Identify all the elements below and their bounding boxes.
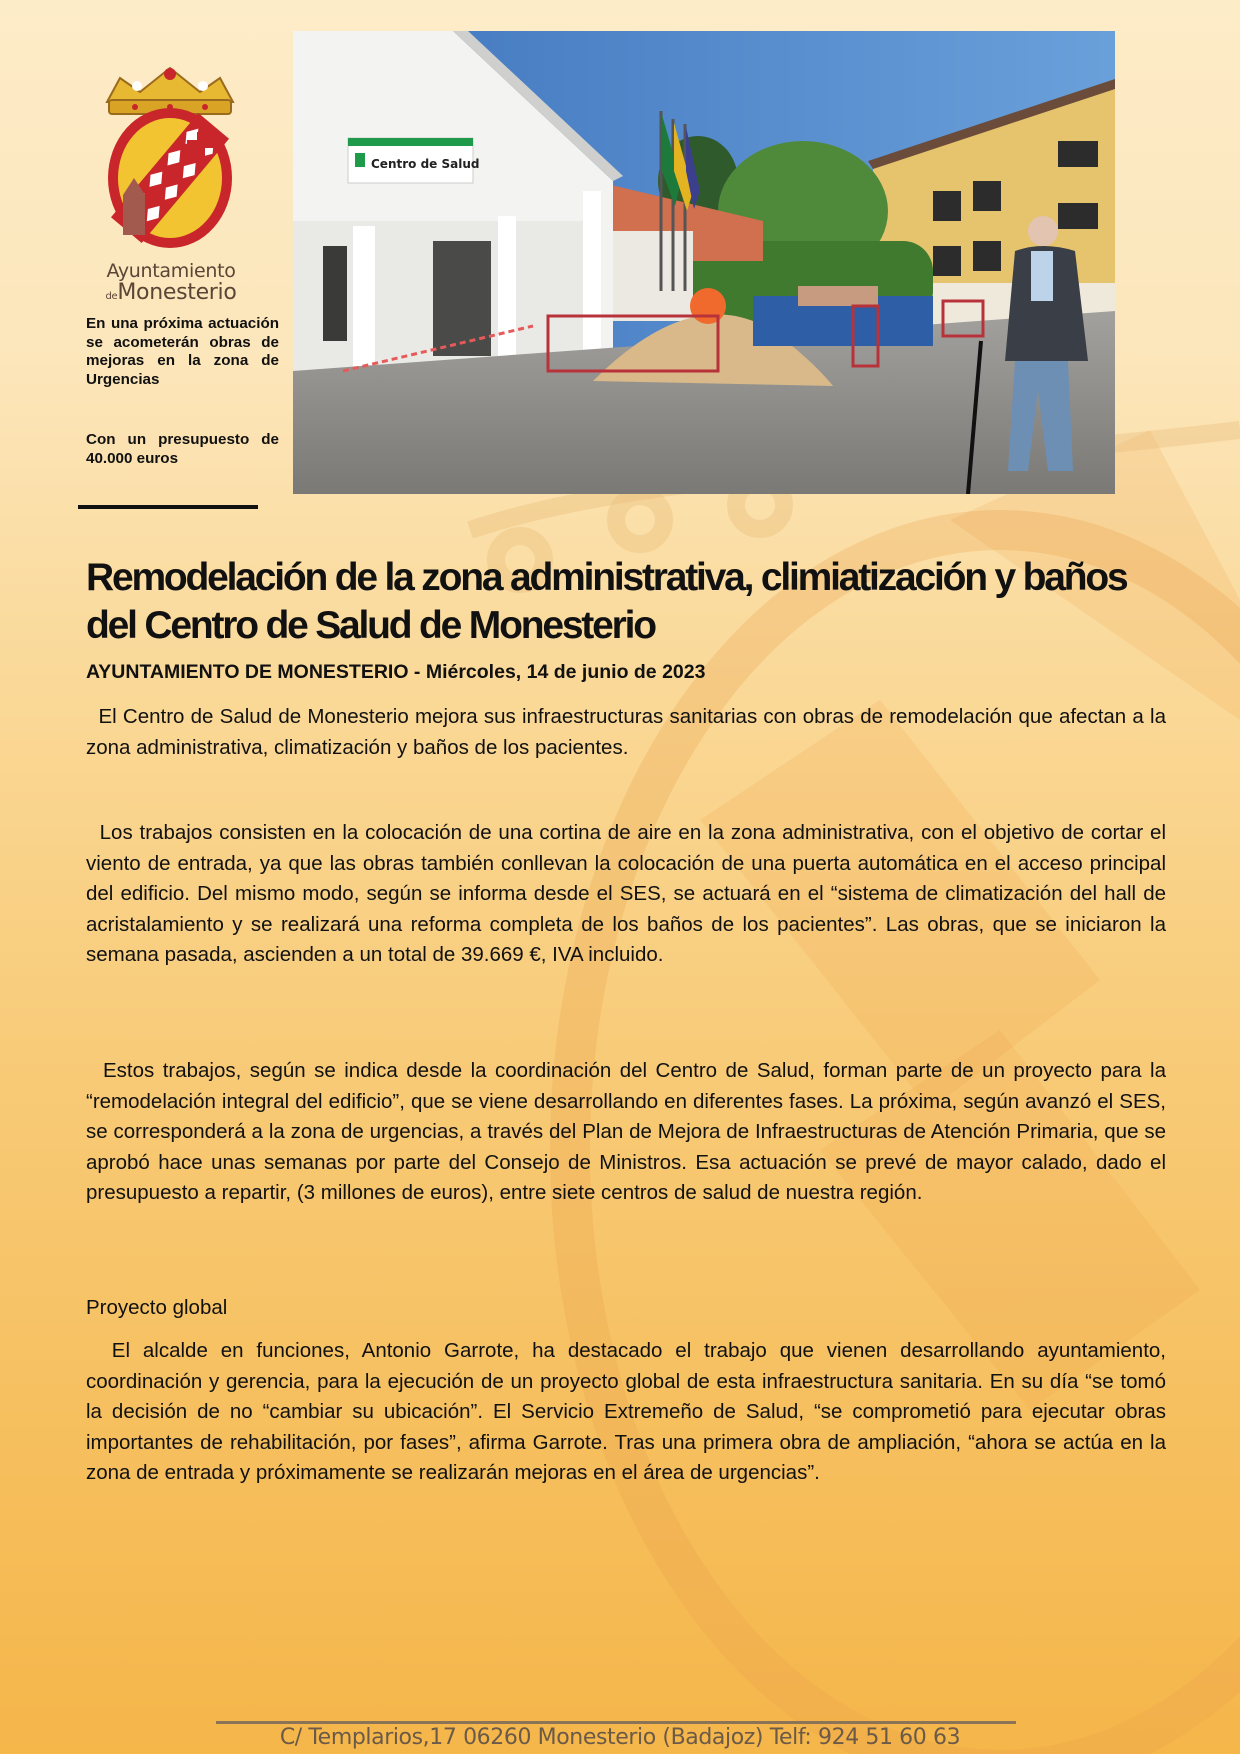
article-paragraph-text: El alcalde en funciones, Antonio Garrote, ha destacado el trabajo que vienen desarrollando ayuntamiento, coordinación y gerencia, para la ejecución de un proyecto global de esta infraestructura sanitaria. En su día “se tomó la decisión de no “cambiar su ubicación”. El Servicio Extremeño de Salud, “se comprometió para ejecutar obras importantes de rehabilitación, por fases”, afirma Garrote. Tras una primera obra de ampliación, “ahora se actúa en la zona de entrada y próximamente se realizarán mejoras en el área de urgencias”. bbox=[86, 1339, 1166, 1484]
footer-address: C/ Templarios,17 06260 Monesterio (Badajoz) Telf: 924 51 60 63 bbox=[279, 1725, 961, 1750]
article-paragraph-text: El Centro de Salud de Monesterio mejora sus infraestructuras sanitarias con obras de remodelación que afectan a la zona administrativa, climatización y baños de los pacientes. bbox=[86, 705, 1166, 759]
article-paragraph bbox=[86, 818, 1166, 971]
logo-text-town: Monesterio bbox=[117, 280, 237, 305]
svg-text:Centro de Salud: Centro de Salud bbox=[371, 157, 480, 171]
article-title: Remodelación de la zona administrativa, climiatización y baños del Centro de Salud de Monesterio bbox=[86, 556, 1127, 647]
footer-divider bbox=[216, 1721, 1016, 1724]
article-paragraph bbox=[86, 702, 1166, 763]
crown-icon bbox=[107, 68, 233, 114]
logo-text-de: de bbox=[105, 291, 118, 302]
centro-de-salud-sign bbox=[348, 138, 479, 183]
logo-text-monesterio bbox=[96, 280, 246, 305]
article-subheading: Proyecto global bbox=[86, 1296, 228, 1319]
sidebar-highlight-budget: Con un presupuesto de 40.000 euros bbox=[86, 431, 279, 467]
article-paragraph bbox=[86, 1336, 1166, 1489]
sidebar-divider bbox=[78, 505, 258, 509]
sidebar-highlight-urgencias: En una próxima actuación se acometerán obras de mejoras en la zona de Urgencias bbox=[86, 315, 279, 388]
logo-text-ayuntamiento: Ayuntamiento bbox=[106, 260, 236, 282]
article-paragraph-text: Los trabajos consisten en la colocación de una cortina de aire en la zona administrativa, con el objetivo de cortar el viento de entrada, ya que las obras también conllevan la colocación de una puerta automática en el acceso principal del edificio. Del mismo modo, según se informa desde el SES, se actuará en el “sistema de climatización del hall de acristalamiento y se realizará una reforma completa de los baños de los pacientes”. Las obras, que se iniciaron la semana pasada, ascienden a un total de 39.669 €, IVA incluido. bbox=[86, 821, 1166, 966]
article-paragraph-text: Estos trabajos, según se indica desde la coordinación del Centro de Salud, forman parte de un proyecto para la “remodelación integral del edificio”, que se viene desarrollando en diferentes fases. La próxima, según avanzó el SES, se corresponderá a la zona de urgencias, a través del Plan de Mejora de Infraestructuras de Atención Primaria, que se aprobó hace unas semanas por parte del Consejo de Ministros. Esa actuación se prevé de mayor calado, dado el presupuesto a repartir, (3 millones de euros), entre siete centros de salud de nuestra región. bbox=[86, 1059, 1166, 1204]
article-byline: AYUNTAMIENTO DE MONESTERIO - Miércoles, 14 de junio de 2023 bbox=[86, 661, 706, 683]
article-paragraph bbox=[86, 1056, 1166, 1209]
health-center-photo bbox=[293, 31, 1115, 494]
